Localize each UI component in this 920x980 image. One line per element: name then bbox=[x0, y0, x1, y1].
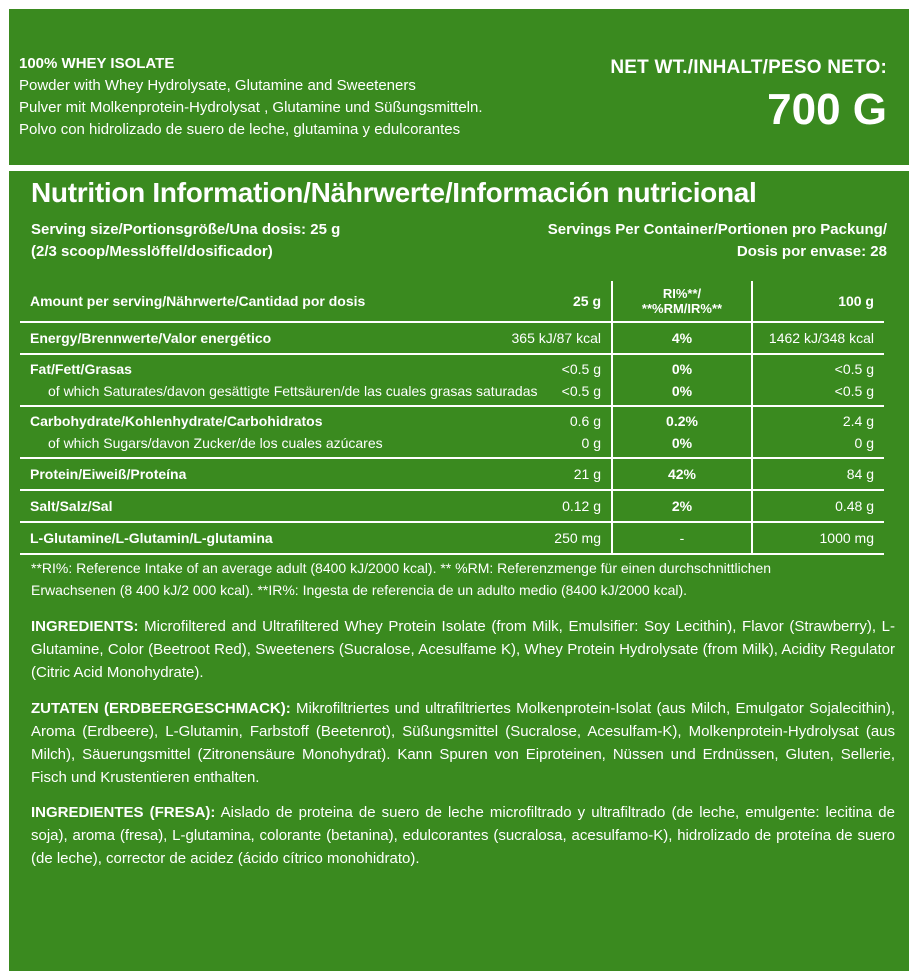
header-amount-label: Amount per serving/Nährwerte/Cantidad por dosis bbox=[30, 293, 366, 309]
header-per-100: 100 g bbox=[752, 281, 884, 322]
row-serving: 0.12 g bbox=[562, 498, 601, 514]
row-serving: 21 g bbox=[573, 466, 601, 482]
footnote-line1: **RI%: Reference Intake of an average adult (8400 kJ/2000 kcal). ** %RM: Referenzmenge für einen durchschnittlichen bbox=[31, 560, 772, 576]
row-label: Fat/Fett/Grasas bbox=[30, 361, 132, 377]
ingredients-de-text: Mikrofiltriertes und ultrafiltriertes Molkenprotein-Isolat (aus Milch, Emulgator Sojalecithin), Aroma (Erdbeere), L-Glutamin, Farbstoff (Beetenrot), Süßungsmittel (Sucralose, Acesulfam-K), Molkenprotein-Hydrolysat (aus Milch), Säuerungsmittel (Zitronensäure Monohydrat). Kann Spuren von Eiproteinen, Nüssen und Erdnüssen, Gluten, Sellerie, Fisch und Krustentieren enthalten. bbox=[31, 700, 895, 786]
ingredients-es-title: INGREDIENTES (FRESA): bbox=[31, 804, 216, 821]
row-ri: - bbox=[612, 522, 752, 554]
ingredients-es bbox=[31, 801, 895, 870]
nutrition-title: Nutrition Information/Nährwerte/Información nutricional bbox=[31, 177, 757, 208]
row-label: L-Glutamine/L-Glutamin/L-glutamina bbox=[30, 530, 273, 546]
ingredients-en-title: INGREDIENTS: bbox=[31, 618, 139, 635]
serving-size bbox=[31, 219, 340, 263]
serving-size-line1: Serving size/Portionsgröße/Una dosis: 25 g bbox=[31, 221, 341, 238]
table-header-row bbox=[20, 281, 884, 322]
row-ri: 42% bbox=[612, 458, 752, 490]
row-per100: 1000 mg bbox=[752, 522, 884, 554]
row-serving: 0.6 g bbox=[569, 413, 601, 429]
row-ri: 0.2% bbox=[666, 413, 698, 429]
header-ri-line2: **%RM/IR%** bbox=[641, 301, 723, 316]
product-desc-es: Polvo con hidrolizado de suero de leche, glutamina y edulcorantes bbox=[19, 121, 461, 138]
ingredients-en bbox=[31, 615, 895, 684]
row-per100: <0.5 g bbox=[834, 361, 874, 377]
row-label: Carbohydrate/Kohlenhydrate/Carbohidratos bbox=[30, 413, 323, 429]
product-description bbox=[19, 53, 483, 141]
product-desc-de: Pulver mit Molkenprotein-Hydrolysat , Glutamine und Süßungsmitteln. bbox=[19, 99, 483, 116]
row-serving: 250 mg bbox=[554, 530, 601, 546]
table-row bbox=[20, 406, 884, 458]
servings-line1: Servings Per Container/Portionen pro Packung/ bbox=[547, 221, 887, 238]
net-weight-label: NET WT./INHALT/PESO NETO: bbox=[610, 57, 887, 78]
row-ri: 2% bbox=[612, 490, 752, 522]
table-row bbox=[20, 522, 884, 554]
footnote-line2: Erwachsenen (8 400 kJ/2 000 kcal). **IR%: Ingesta de referencia de un adulto medio (8400 kJ/2000 kcal). bbox=[31, 582, 688, 598]
ingredients-de-title: ZUTATEN (ERDBEERGESCHMACK): bbox=[31, 700, 291, 717]
servings-per-container bbox=[548, 219, 887, 263]
row-sublabel: of which Sugars/davon Zucker/de los cuales azúcares bbox=[48, 435, 383, 451]
header-per-serving: 25 g bbox=[572, 293, 601, 309]
ingredients-es-text: Aislado de proteina de suero de leche microfiltrado y ultrafiltrado (de leche, emulgente: lecitina de soja), aroma (fresa), L-glutamina, colorante (betanina), edulcorantes (sucralosa, acesulfamo-K), hidrolizado de proteína de suero (de leche), corrector de acidez (ácido cítrico monohidrato). bbox=[31, 804, 895, 867]
table-row bbox=[20, 322, 884, 354]
product-header bbox=[9, 9, 909, 171]
label-panel bbox=[9, 9, 909, 971]
row-ri: 0% bbox=[671, 361, 693, 377]
table-row bbox=[20, 354, 884, 406]
nutrition-table bbox=[20, 281, 884, 555]
table-row bbox=[20, 490, 884, 522]
row-per100: 2.4 g bbox=[842, 413, 874, 429]
net-weight bbox=[610, 57, 887, 133]
row-sub-serving: 0 g bbox=[581, 435, 601, 451]
row-sub-per100: 0 g bbox=[854, 435, 874, 451]
row-per100: 84 g bbox=[752, 458, 884, 490]
net-weight-value: 700 G bbox=[767, 85, 887, 134]
row-sublabel: of which Saturates/davon gesättigte Fettsäuren/de las cuales grasas saturadas bbox=[48, 383, 538, 399]
ingredients-en-text: Microfiltered and Ultrafiltered Whey Protein Isolate (from Milk, Emulsifier: Soy Lecithin), Flavor (Strawberry), L-Glutamine, Color (Beetroot Red), Sweeteners (Sucralose, Acesulfame K), Whey Protein Hydrolysate (from Milk), Acidity Regulator (Citric Acid Monohydrate). bbox=[31, 618, 895, 681]
servings-line2: Dosis por envase: 28 bbox=[736, 243, 887, 260]
row-sub-per100: <0.5 g bbox=[834, 383, 874, 399]
row-label: Salt/Salz/Sal bbox=[30, 498, 113, 514]
row-label: Energy/Brennwerte/Valor energético bbox=[30, 330, 272, 346]
row-label: Protein/Eiweiß/Proteína bbox=[30, 466, 187, 482]
row-ri: 4% bbox=[612, 322, 752, 354]
ingredients-de bbox=[31, 697, 895, 789]
ri-footnote bbox=[31, 557, 891, 601]
row-sub-ri: 0% bbox=[671, 435, 693, 451]
product-name: 100% WHEY ISOLATE bbox=[19, 55, 175, 72]
row-sub-ri: 0% bbox=[671, 383, 693, 399]
product-desc-en: Powder with Whey Hydrolysate, Glutamine and Sweeteners bbox=[19, 77, 416, 94]
row-per100: 1462 kJ/348 kcal bbox=[752, 322, 884, 354]
header-ri-line1: RI%**/ bbox=[662, 286, 702, 301]
serving-size-line2: (2/3 scoop/Messlöffel/dosificador) bbox=[31, 243, 273, 260]
row-serving: <0.5 g bbox=[561, 361, 601, 377]
row-sub-serving: <0.5 g bbox=[561, 383, 601, 399]
row-per100: 0.48 g bbox=[752, 490, 884, 522]
row-serving: 365 kJ/87 kcal bbox=[511, 330, 601, 346]
table-row bbox=[20, 458, 884, 490]
